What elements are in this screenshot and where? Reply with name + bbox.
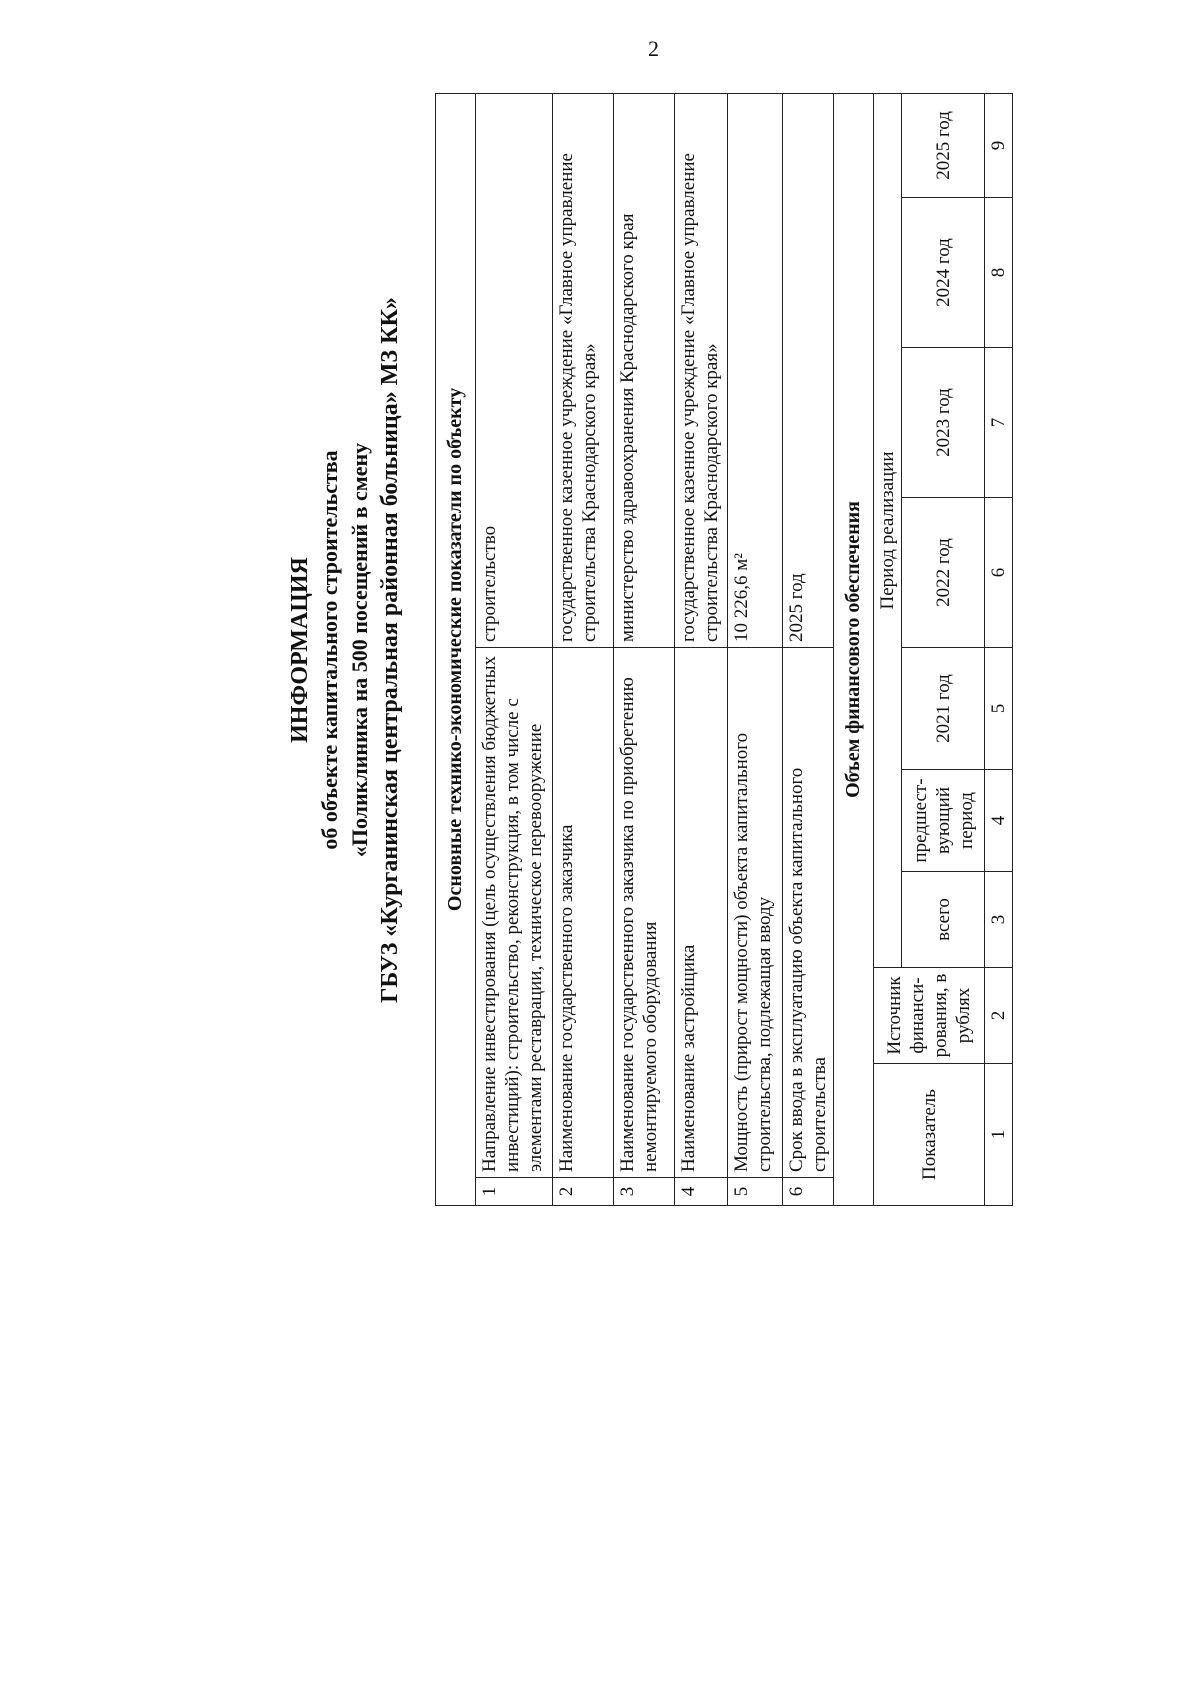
indicator-row — [614, 93, 675, 1205]
title-line-1: ИНФОРМАЦИЯ — [287, 557, 313, 743]
indicator-row — [476, 93, 553, 1205]
header-year: 2021 год — [902, 648, 985, 770]
row-number: 2 — [553, 1178, 614, 1206]
section1-header-row — [436, 93, 476, 1205]
header-year: 2023 год — [902, 348, 985, 498]
row-number: 4 — [675, 1178, 728, 1206]
rotated-document-body — [285, 80, 1145, 1220]
row-label: Мощность (прирост мощности) объекта капитального строительства, подлежащая вводу — [728, 648, 783, 1178]
row-value: 2025 год — [783, 93, 834, 647]
header-period: Период реализации — [874, 93, 902, 967]
row-value: 10 226,6 м² — [728, 93, 783, 647]
section2-header: Объем финансового обеспечения — [834, 93, 874, 1205]
info-table — [435, 93, 1013, 1206]
column-number: 3 — [985, 872, 1013, 968]
header-year: 2025 год — [902, 93, 985, 197]
row-label: Наименование государственного заказчика — [553, 648, 614, 1178]
header-indicator: Показатель — [874, 1064, 985, 1206]
row-label: Наименование застройщика — [675, 648, 728, 1178]
row-label: Наименование государственного заказчика по приобретению немонтируемого оборудования — [614, 648, 675, 1178]
row-number: 6 — [783, 1178, 834, 1206]
row-number: 5 — [728, 1178, 783, 1206]
header-year: 2024 год — [902, 198, 985, 348]
column-number: 2 — [985, 968, 1013, 1064]
indicator-row — [553, 93, 614, 1205]
document-title — [285, 80, 435, 1220]
title-line-2: об объекте капитального строительства — [317, 450, 342, 850]
row-value: строительство — [476, 93, 553, 647]
header-year: 2022 год — [902, 498, 985, 648]
header-previous-period: предшест-вующий период — [902, 770, 985, 872]
header-source: Источник финанси-рования, в рублях — [874, 968, 985, 1064]
column-number: 6 — [985, 498, 1013, 648]
column-number: 8 — [985, 198, 1013, 348]
title-line-4: ГБУЗ «Курганинская центральная районная больница» МЗ КК» — [377, 297, 403, 1003]
row-label: Направление инвестирования (цель осуществления бюджетных инвестиций): строительство, реконструкция, в том числе с элементами реставрации, техническое перевооружение — [476, 648, 553, 1178]
title-line-3: «Поликлиника на 500 посещений в смену — [347, 442, 372, 858]
column-number: 1 — [985, 1064, 1013, 1206]
row-number: 1 — [476, 1178, 553, 1206]
row-value: государственное казенное учреждение «Главное управление строительства Краснодарского края» — [553, 93, 614, 647]
section1-header: Основные технико-экономические показатели по объекту — [436, 93, 476, 1205]
fin-header-row-1 — [874, 93, 902, 1205]
column-number-row — [985, 93, 1013, 1205]
column-number: 4 — [985, 770, 1013, 872]
row-value: государственное казенное учреждение «Главное управление строительства Краснодарского края» — [675, 93, 728, 647]
indicator-row — [675, 93, 728, 1205]
column-number: 5 — [985, 648, 1013, 770]
page-number: 2 — [648, 36, 659, 61]
column-number: 9 — [985, 93, 1013, 197]
indicator-row — [783, 93, 834, 1205]
header-total: всего — [902, 872, 985, 968]
row-value: министерство здравоохранения Краснодарского края — [614, 93, 675, 647]
row-number: 3 — [614, 1178, 675, 1206]
section2-header-row — [834, 93, 874, 1205]
row-label: Срок ввода в эксплуатацию объекта капитального строительства — [783, 648, 834, 1178]
column-number: 7 — [985, 348, 1013, 498]
indicator-row — [728, 93, 783, 1205]
